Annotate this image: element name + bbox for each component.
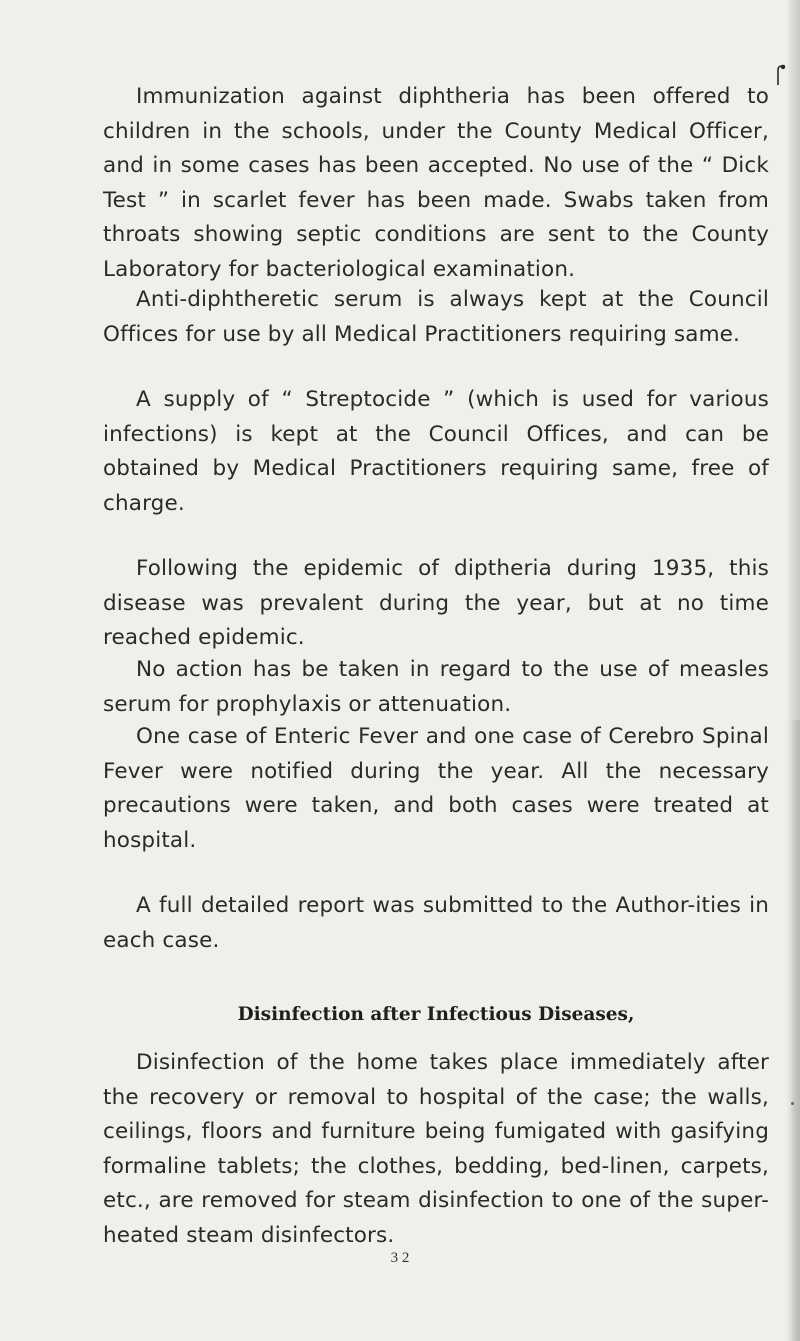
page-number: 3 2	[390, 1250, 410, 1266]
paragraph-enteric-fever: One case of Enteric Fever and one case of Cerebro Spinal Fever were notified during the year. All the necessary precautions were taken, and both cases were treated at hospital.	[103, 724, 769, 853]
scan-mark	[776, 64, 786, 86]
paragraph-serum: Anti-diphtheretic serum is always kept at the Council Offices for use by all Medical Practitioners requiring same.	[103, 287, 769, 347]
page-edge-shadow-lower	[790, 720, 800, 1341]
paragraph-diphtheria-epidemic: Following the epidemic of diptheria during 1935, this disease was prevalent during the year, but at no time reached epidemic.	[103, 556, 769, 651]
paragraph-detailed-report: A full detailed report was submitted to the Author-ities in each case.	[103, 893, 769, 953]
paragraph-streptocide: A supply of “ Streptocide ” (which is used for various infections) is kept at the Council Offices, and can be obtained by Medical Practitioners requiring same, free of charge.	[103, 387, 769, 516]
section-heading: Disinfection after Infectious Diseases,	[237, 1004, 635, 1025]
paragraph-disinfection: Disinfection of the home takes place immediately after the recovery or removal to hospital of the case; the walls, ceilings, floors and furniture being fumigated with gasifying formaline tablets; the clothes, bedding, bed-linen, carpets, etc., are removed for steam disinfection to one of the super-heated steam disinfectors.	[103, 1050, 769, 1248]
paragraph-immunization: Immunization against diphtheria has been offered to children in the schools, under the County Medical Officer, and in some cases has been accepted. No use of the “ Dick Test ” in scarlet fever has been made. Swabs taken from throats showing septic conditions are sent to the County Laboratory for bacteriological examination.	[103, 84, 769, 282]
scan-speck	[791, 1102, 794, 1105]
paragraph-measles-serum: No action has be taken in regard to the use of measles serum for prophylaxis or attenuation.	[103, 657, 769, 717]
